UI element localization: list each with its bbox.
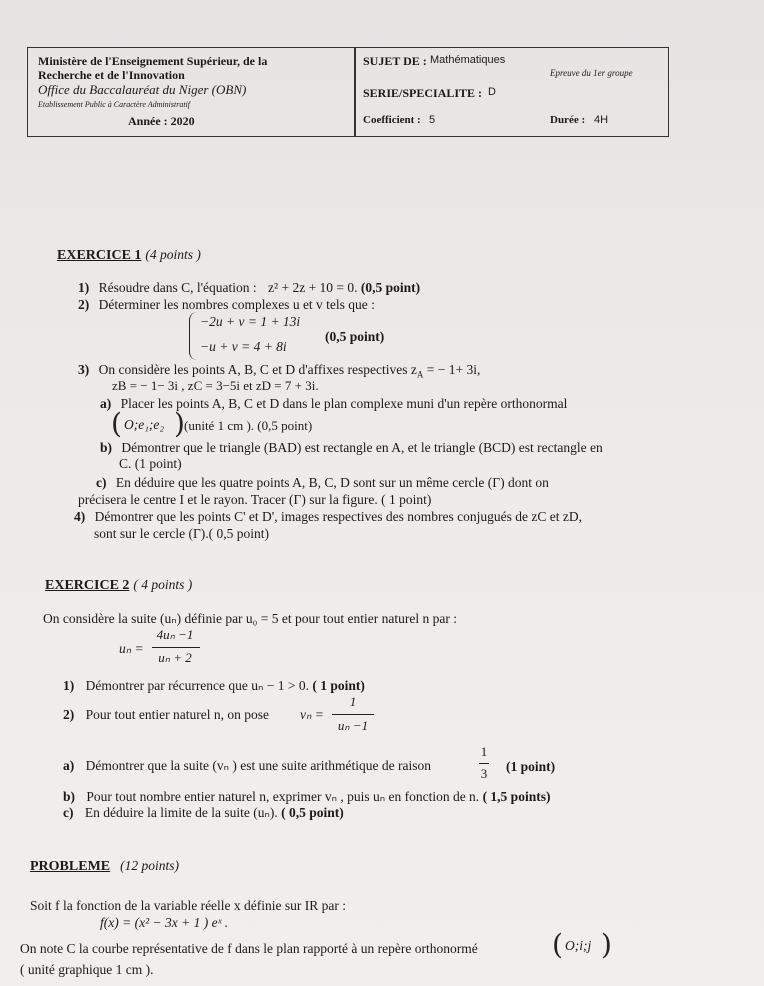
ex1-qa <box>100 396 567 412</box>
ex2-qa-label: a) <box>63 758 75 773</box>
ex1-q4 <box>74 509 582 525</box>
ex2-q2-text: Pour tout entier naturel n, on pose <box>85 707 269 722</box>
ex1-q2-num: 2) <box>78 297 90 312</box>
header-box <box>27 47 669 137</box>
series-value: D <box>488 86 496 98</box>
ex1-q3-za-value: = − 1+ 3i, <box>423 362 481 377</box>
ex1-q3-num: 3) <box>78 362 90 377</box>
coef-value: 5 <box>429 114 436 126</box>
ex1-qb <box>100 440 603 456</box>
prob-curve-text: On note C la courbe représentative de f dans le plan rapporté à un repère orthonormé <box>20 941 478 956</box>
ex2-qb-points: ( 1,5 points) <box>482 789 551 804</box>
ex1-title: EXERCICE 1 <box>57 248 142 263</box>
ex2-title: EXERCICE 2 <box>45 578 130 593</box>
un-lhs: uₙ = <box>119 641 144 656</box>
ex2-qa <box>63 758 431 774</box>
ex1-repere: O;e₁;e₂ <box>124 417 165 432</box>
ex1-q2-points: (0,5 point) <box>325 329 385 344</box>
ex2-heading <box>45 576 192 594</box>
ex2-q1-num: 1) <box>63 678 75 693</box>
ex1-q4-num: 4) <box>74 509 86 524</box>
ex2-qc-text: En déduire la limite de la suite (uₙ). <box>84 805 278 820</box>
ex1-q3-text: On considère les points A, B, C et D d'affixes respectives z <box>98 362 417 377</box>
ex1-q1-equation: z² + 2z + 10 = 0. <box>268 280 358 295</box>
ex1-qc-text: En déduire que les quatre points A, B, C, D sont sur un même cercle (Γ) dont on <box>115 475 549 490</box>
vn-denominator: uₙ −1 <box>337 718 369 733</box>
prob-unit: ( unité graphique 1 cm ). <box>20 962 154 977</box>
ex2-q1-points: ( 1 point) <box>312 678 365 693</box>
duration-label: Durée : <box>550 114 586 126</box>
ex1-qc-label: c) <box>96 475 107 490</box>
ex1-qc-line2: précisera le centre I et le rayon. Tracer (Γ) sur la figure. ( 1 point) <box>78 492 432 507</box>
ex1-q1-points: (0,5 point) <box>360 280 421 295</box>
f-definition: f(x) = (x² − 3x + 1 ) eˣ . <box>100 915 229 930</box>
duration-value: 4H <box>594 114 609 126</box>
ex2-intro: On considère la suite (uₙ) définie par u₀ = 5 et pour tout entier naturel n par : <box>43 611 457 626</box>
vn-fraction-bar <box>332 714 374 715</box>
ex1-points: (4 points ) <box>145 247 201 262</box>
subject-value: Mathématiques <box>430 54 506 66</box>
prob-intro: Soit f la fonction de la variable réelle x définie sur IR par : <box>30 898 347 913</box>
ex2-qb <box>63 789 550 805</box>
ex1-qa-label: a) <box>100 396 112 411</box>
exam-year: Année : 2020 <box>128 114 195 128</box>
ex1-q1 <box>78 280 420 296</box>
ex2-qb-text: Pour tout nombre entier naturel n, exprimer vₙ , puis uₙ en fonction de n. <box>86 789 480 804</box>
ex2-q1-text: Démontrer par récurrence que uₙ − 1 > 0. <box>85 678 310 693</box>
ex1-q1-text: Résoudre dans C, l'équation : <box>98 280 257 295</box>
system-line1: −2u + v = 1 + 13i <box>200 314 301 329</box>
subject-label: SUJET DE : <box>363 54 427 68</box>
ex1-qa-text: Placer les points A, B, C et D dans le plan complexe muni d'un repère orthonormal <box>120 396 568 411</box>
un-fraction-bar <box>152 647 200 648</box>
header-divider <box>354 48 356 136</box>
prob-repere-paren-left: ( <box>552 928 563 961</box>
ex1-qb-line2: C. (1 point) <box>119 456 182 471</box>
ex2-q2 <box>63 707 269 723</box>
ex1-q3-line2: zB = − 1− 3i , zC = 3−5i et zD = 7 + 3i. <box>112 378 319 393</box>
series-label: SERIE/SPECIALITE : <box>363 86 483 100</box>
ex1-qa-tail: (unité 1 cm ). (0,5 point) <box>184 418 313 433</box>
ex1-qc <box>96 475 549 491</box>
un-numerator: 4uₙ −1 <box>156 627 194 642</box>
prob-repere-paren-right: ) <box>601 928 612 961</box>
epreuve-label: Epreuve du 1er groupe <box>550 68 633 78</box>
system-line2: −u + v = 4 + 8i <box>200 339 287 354</box>
ex2-qc <box>63 805 344 821</box>
ex1-heading <box>57 246 201 264</box>
office-name: Office du Baccalauréat du Niger (OBN) <box>38 82 247 97</box>
vn-numerator: 1 <box>349 694 357 709</box>
ex2-q2-num: 2) <box>63 707 75 722</box>
prob-points: (12 points) <box>120 858 179 873</box>
ex1-q4-text: Démontrer que les points C' et D', images respectives des nombres conjugués de zC et zD, <box>94 509 582 524</box>
raison-denominator: 3 <box>480 766 488 781</box>
ex2-q1 <box>63 678 365 694</box>
ex1-q1-num: 1) <box>78 280 90 295</box>
repere-paren-left: ( <box>111 407 122 440</box>
ex2-qa-text: Démontrer que la suite (vₙ ) est une suite arithmétique de raison <box>85 758 432 773</box>
prob-heading <box>30 857 179 875</box>
ex2-qb-label: b) <box>63 789 76 804</box>
ex2-qa-points: (1 point) <box>506 759 556 774</box>
ministry-line2: Recherche et de l'Innovation <box>38 68 185 82</box>
ex1-qb-text: Démontrer que le triangle (BAD) est rectangle en A, et le triangle (BCD) est rectangle en <box>121 440 603 455</box>
ex1-q3-za-sub: A <box>416 369 424 380</box>
ex1-q2-text: Déterminer les nombres complexes u et v tels que : <box>98 297 375 312</box>
raison-fraction-bar <box>479 763 489 764</box>
prob-title: PROBLEME <box>30 859 111 874</box>
repere-paren-right: ) <box>174 407 185 440</box>
prob-repere: O;i;j <box>565 938 592 953</box>
vn-lhs: vₙ = <box>300 707 324 722</box>
establishment: Etablissement Public à Caractère Administratif <box>38 100 190 109</box>
ex2-qc-label: c) <box>63 805 74 820</box>
ex1-q2 <box>78 297 375 313</box>
ex2-qc-points: ( 0,5 point) <box>281 805 344 820</box>
raison-numerator: 1 <box>480 744 488 759</box>
un-denominator: uₙ + 2 <box>158 650 192 665</box>
ex1-q4-line2: sont sur le cercle (Γ).( 0,5 point) <box>94 526 269 541</box>
ex1-qb-label: b) <box>100 440 113 455</box>
coef-label: Coefficient : <box>363 114 421 126</box>
system-brace <box>189 312 200 360</box>
ex2-points: ( 4 points ) <box>133 577 193 592</box>
ministry-line1: Ministère de l'Enseignement Supérieur, de la <box>38 54 268 68</box>
